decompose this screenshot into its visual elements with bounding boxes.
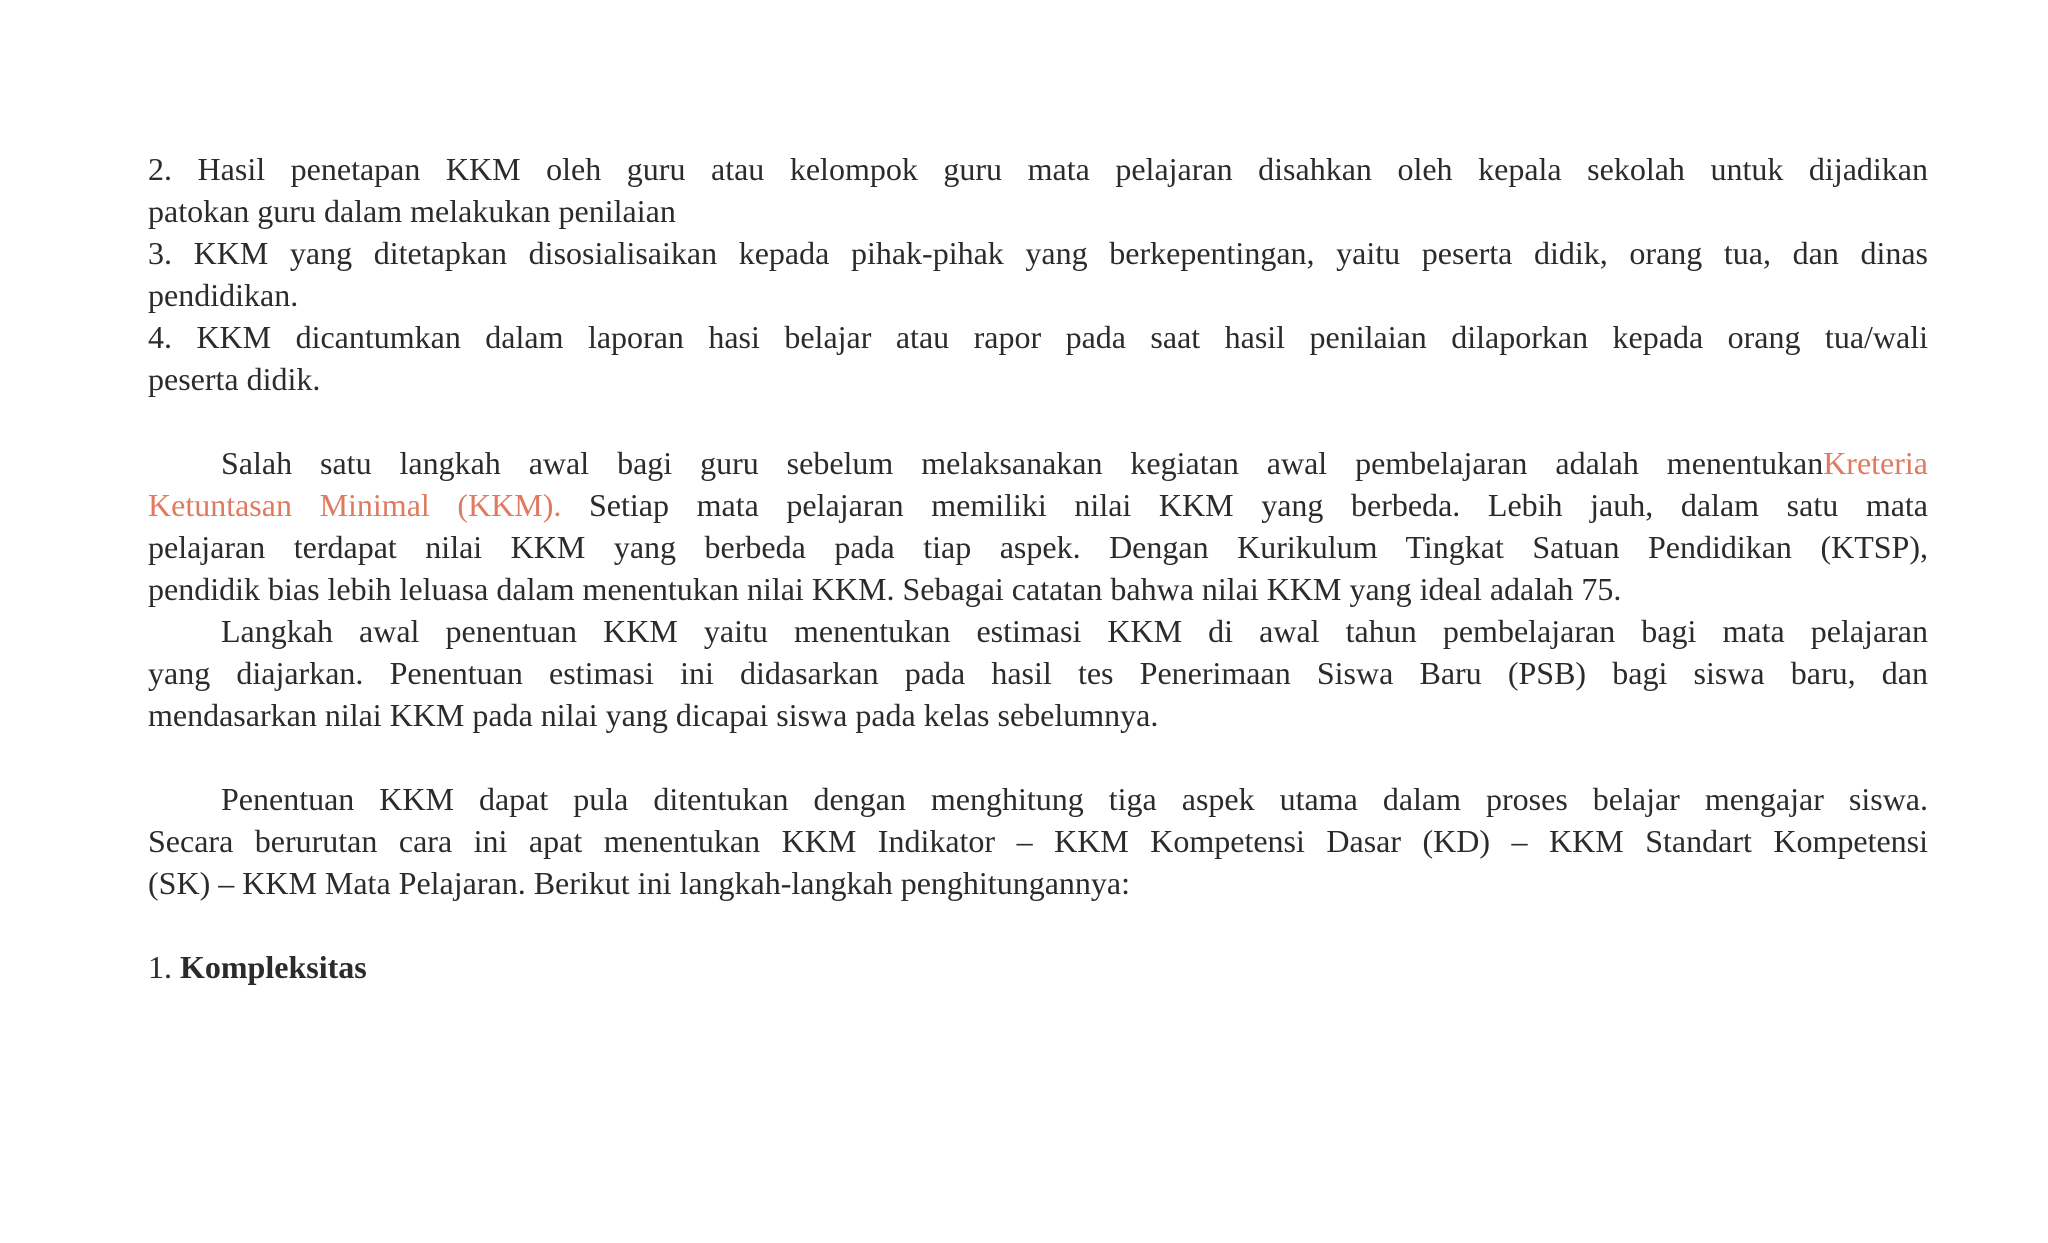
paragraph-1 <box>148 442 1928 610</box>
list-item-4-line-1: 4. KKM dicantumkan dalam laporan hasi belajar atau rapor pada saat hasil penilaian dilaporkan kepada orang tua/wali <box>148 319 1928 355</box>
list-item-3-line-2: pendidikan. <box>148 277 299 313</box>
paragraph-gap <box>148 904 1928 946</box>
paragraph-2-line-3: mendasarkan nilai KKM pada nilai yang dicapai siswa pada kelas sebelumnya. <box>148 697 1159 733</box>
list-top <box>148 148 1928 400</box>
paragraph-2-line-2: yang diajarkan. Penentuan estimasi ini didasarkan pada hasil tes Penerimaan Siswa Baru (PSB) bagi siswa baru, dan <box>148 655 1928 691</box>
paragraph-2 <box>148 610 1928 736</box>
section-heading <box>148 946 1928 988</box>
paragraph-1-line-3: pelajaran terdapat nilai KKM yang berbeda pada tiap aspek. Dengan Kurikulum Tingkat Satuan Pendidikan (KTSP), <box>148 529 1928 565</box>
list-item-4-line-2: peserta didik. <box>148 361 321 397</box>
paragraph-1-line-1 <box>148 442 1928 484</box>
paragraph-1-line-1-text: Salah satu langkah awal bagi guru sebelum melaksanakan kegiatan awal pembelajaran adalah menentukan <box>221 445 1824 481</box>
kkm-link-part-1[interactable]: Kreteria <box>1823 445 1928 481</box>
paragraph-3 <box>148 778 1928 904</box>
paragraph-3-line-2: Secara berurutan cara ini apat menentukan KKM Indikator – KKM Kompetensi Dasar (KD) – KKM Standart Kompetensi <box>148 823 1928 859</box>
list-item-2-line-1: 2. Hasil penetapan KKM oleh guru atau kelompok guru mata pelajaran disahkan oleh kepala sekolah untuk dijadikan <box>148 151 1928 187</box>
list-item-3-line-1: 3. KKM yang ditetapkan disosialisaikan kepada pihak-pihak yang berkepentingan, yaitu peserta didik, orang tua, dan dinas <box>148 235 1928 271</box>
list-item-2-line-2: patokan guru dalam melakukan penilaian <box>148 193 676 229</box>
paragraph-3-line-3: (SK) – KKM Mata Pelajaran. Berikut ini langkah-langkah penghitungannya: <box>148 865 1130 901</box>
paragraph-gap <box>148 736 1928 778</box>
document-page <box>148 148 1928 988</box>
paragraph-gap <box>148 400 1928 442</box>
section-heading-number: 1. <box>148 949 180 985</box>
kkm-link-part-2[interactable]: Ketuntasan Minimal (KKM). <box>148 487 562 523</box>
paragraph-1-line-4: pendidik bias lebih leluasa dalam menentukan nilai KKM. Sebagai catatan bahwa nilai KKM yang ideal adalah 75. <box>148 571 1622 607</box>
paragraph-3-line-1: Penentuan KKM dapat pula ditentukan dengan menghitung tiga aspek utama dalam proses belajar mengajar siswa. <box>221 781 1928 817</box>
section-heading-title: Kompleksitas <box>180 949 367 985</box>
paragraph-2-line-1: Langkah awal penentuan KKM yaitu menentukan estimasi KKM di awal tahun pembelajaran bagi mata pelajaran <box>221 613 1928 649</box>
paragraph-1-line-2-text: Setiap mata pelajaran memiliki nilai KKM yang berbeda. Lebih jauh, dalam satu mata <box>561 487 1929 523</box>
paragraph-1-line-2 <box>148 484 1928 526</box>
